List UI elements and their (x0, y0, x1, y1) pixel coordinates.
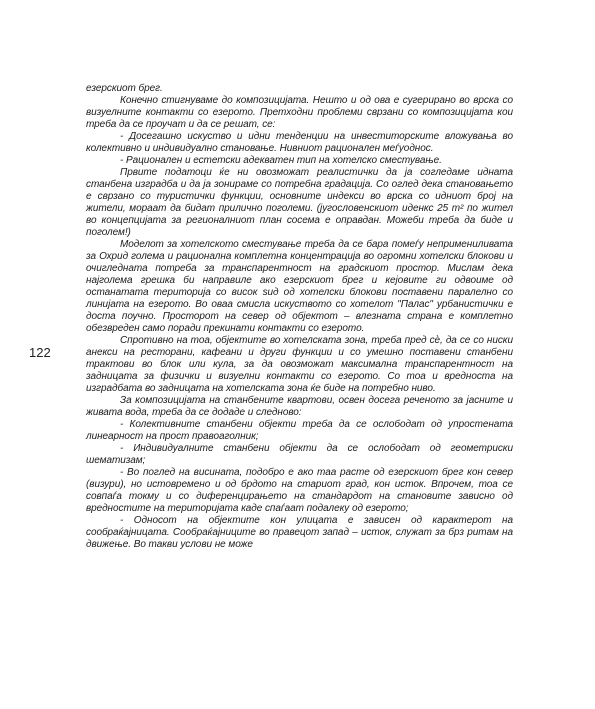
paragraph: Моделот за хотелското сместување треба да се бара помеѓу непримениливата за Охрид голема и рационална комплетна концентрација во огромни хотелски блокови и очигледната потреба за транспарентност на градскиот простор. Мислам дека најголема грешка би направиле ако езерскиот брег и кејовите ги одвоиме од останатата територија со висок ѕид од хотелски блокови поставени паралелно со линијата на езерото. Во оваа смисла искуството со хотелот "Палас" урбанистички е доста поучно. Просторот на север од објектот – влезната страна е комплетно обезвреден само поради прекинати контакти со езерото. (86, 239, 513, 334)
paragraph: - Рационален и естетски адекватен тип на хотелско сместување. (120, 155, 442, 166)
page-number: 122 (29, 345, 51, 360)
paragraph: - Индивидуалните станбени објекти да се ослободат од геометриски шематизам; (86, 443, 513, 466)
paragraph: За композицијата на станбените квартови, освен досега реченото за јасните и живата вода, треба да се додаде и следново: (86, 395, 513, 418)
paragraph: - Во поглед на висината, подобро е ако таа расте од езерскиот брег кон север (визури), но истовремено и од брдото на стариот град, кон исток. Впрочем, тоа се совпаѓа токму и со диференцирањето на стандардот на становите зависно од вредностите на територијата каде спаѓаат подалеку од езерото; (86, 467, 513, 514)
paragraph: езерскиот брег. (86, 83, 163, 94)
paragraph: - Односот на објектите кон улицата е зависен од карактерот на сообраќајницата. Сообраќајниците во правецот запад – исток, служат за брз ритам на движење. Во такви услови не може (86, 515, 513, 550)
paragraph: Првите податоци ќе ни овозможат реалистички да ја согледаме идната станбена изградба и да ја зонираме со потребна градација. Со оглед дека становањето е сврзано со туристички функции, основните индекси во врска со идниот број на жители, мораат да бидат прилично поголеми. (југословенскиот иденкс 25 m² по жител во концепцијата за регионалниот план сосема е оправдан. Можеби треба да биде и поголем!) (86, 167, 513, 238)
paragraph: - Колективните станбени објекти треба да се ослободат од упростената линеарност на прост правоаголник; (86, 419, 513, 442)
paragraph: Конечно стигнуваме до композицијата. Нешто и од ова е сугерирано во врска со визуелните контакти со езерото. Претходни проблеми сврзани со композицијата кои треба да се проучат и да се решат, се: (86, 95, 513, 130)
paragraph: - Досегашно искуство и идни тенденции на инвеститорските вложувања во колективно и индивидуално становање. Нивниот рационален меѓуоднос. (86, 131, 513, 154)
body-text (86, 83, 513, 551)
paragraph: Спротивно на тоа, објектите во хотелската зона, треба пред сѐ, да се со ниски анекси на ресторани, кафеани и други функции и со умешно поставени станбени трактови во блок или кула, за да овозможат максимална транспарентност на задницата за физички и визуелни контакти со езерото. Со тоа и вредноста на изградбата во задницата на хотелската зона ќе биде на потребно ниво. (86, 335, 513, 394)
